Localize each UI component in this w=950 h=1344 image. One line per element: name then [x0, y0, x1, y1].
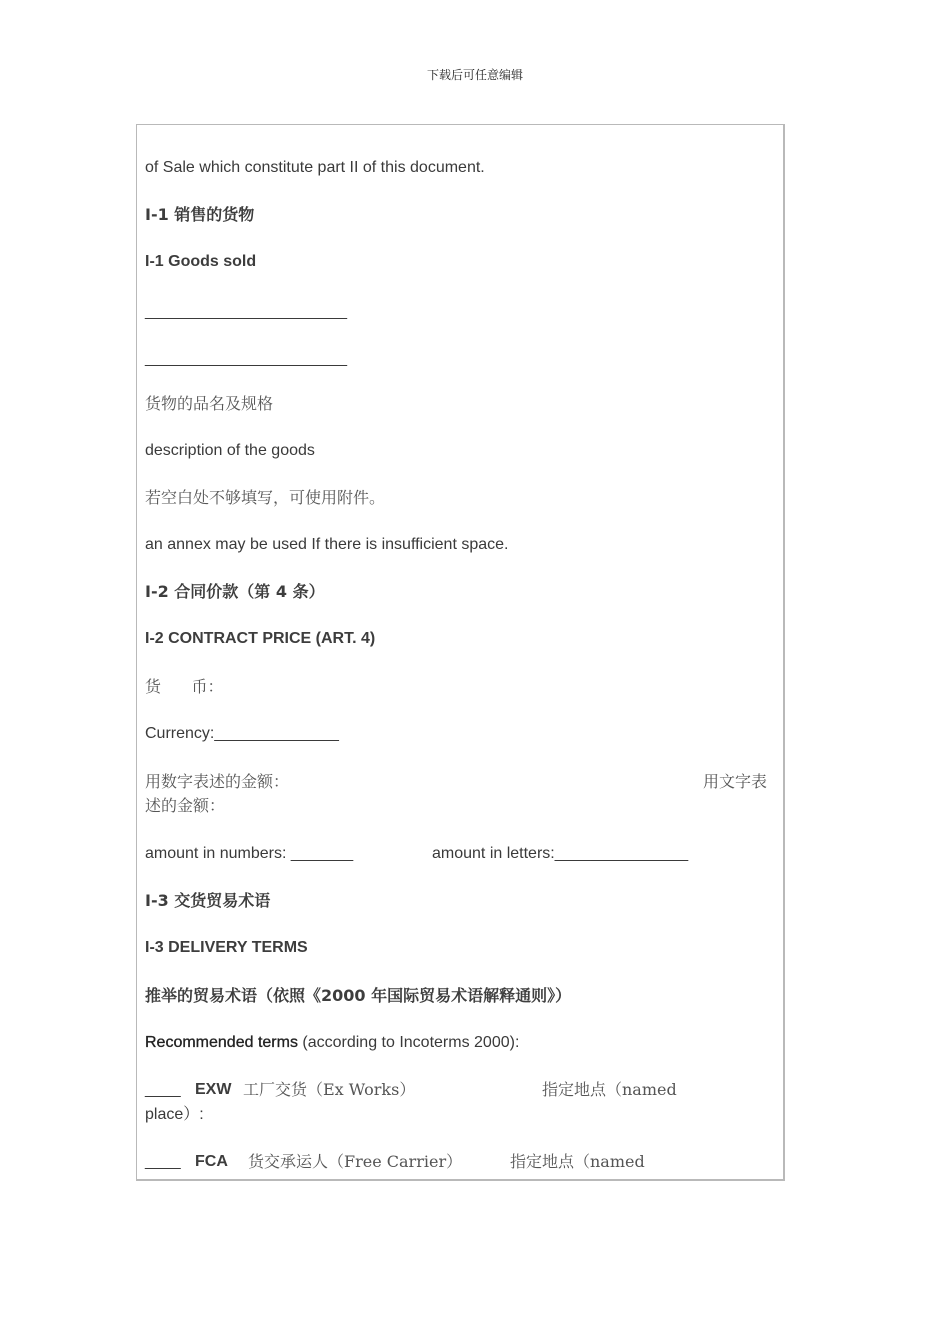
recommended-terms-rest: (according to Incoterms 2000):: [297, 1034, 520, 1051]
term-exw-place-label: 指定地点（named: [542, 1080, 677, 1099]
annex-note-cn: 若空白处不够填写，可使用附件。: [145, 488, 386, 507]
section-i2-title-en: I-2 CONTRACT PRICE (ART. 4): [145, 630, 376, 647]
goods-description-label-en: description of the goods: [145, 442, 315, 459]
section-i3-title-en: I-3 DELIVERY TERMS: [145, 939, 308, 956]
section-i2-title-cn: I-2 合同价款（第 4 条）: [145, 582, 325, 601]
of-sale-line: of Sale which constitute part II of this document.: [145, 159, 485, 176]
section-i1-title-en: I-1 Goods sold: [145, 253, 257, 270]
amount-letters-label-cn-cont: 述的金额：: [145, 796, 226, 815]
amount-letters-field[interactable]: amount in letters:_______________: [432, 845, 689, 862]
section-i1-title-cn: I-1 销售的货物: [145, 205, 255, 224]
page-header: 下载后可任意编辑: [426, 68, 523, 82]
goods-blank-line-2[interactable]: ________________________: [145, 350, 347, 367]
term-row-fca: [145, 1150, 181, 1174]
recommended-terms-label-cn: 推举的贸易术语（依照《2000 年国际贸易术语解释通则》）: [145, 986, 572, 1005]
currency-label-cn: 货 币：: [145, 677, 224, 696]
term-exw-place-label-cont: place）:: [145, 1106, 204, 1123]
document-frame: [136, 124, 785, 1181]
term-fca-blank[interactable]: ____: [145, 1153, 181, 1170]
term-exw-description: 工厂交货（Ex Works）: [243, 1080, 416, 1099]
term-fca-place-label: 指定地点（named: [510, 1152, 645, 1171]
goods-description-label-cn: 货物的品名及规格: [145, 394, 274, 413]
term-exw-blank[interactable]: ____: [145, 1081, 181, 1098]
term-row-exw: [145, 1078, 181, 1102]
term-fca-description: 货交承运人（Free Carrier）: [248, 1152, 463, 1171]
recommended-terms-bold: Recommended terms: [145, 1034, 298, 1051]
currency-field[interactable]: Currency:______________: [145, 725, 339, 742]
annex-note-en: an annex may be used If there is insufficient space.: [145, 536, 509, 553]
goods-blank-line-1[interactable]: ________________________: [145, 303, 347, 320]
term-fca-code: FCA: [195, 1153, 228, 1170]
section-i3-title-cn: I-3 交货贸易术语: [145, 891, 271, 910]
recommended-terms-label-en: [145, 1031, 519, 1055]
amount-numbers-label-cn: 用数字表述的金额：: [145, 772, 290, 791]
amount-numbers-field[interactable]: amount in numbers: _______: [145, 845, 354, 862]
amount-letters-label-cn: 用文字表: [702, 772, 767, 791]
term-exw-code: EXW: [195, 1081, 232, 1098]
